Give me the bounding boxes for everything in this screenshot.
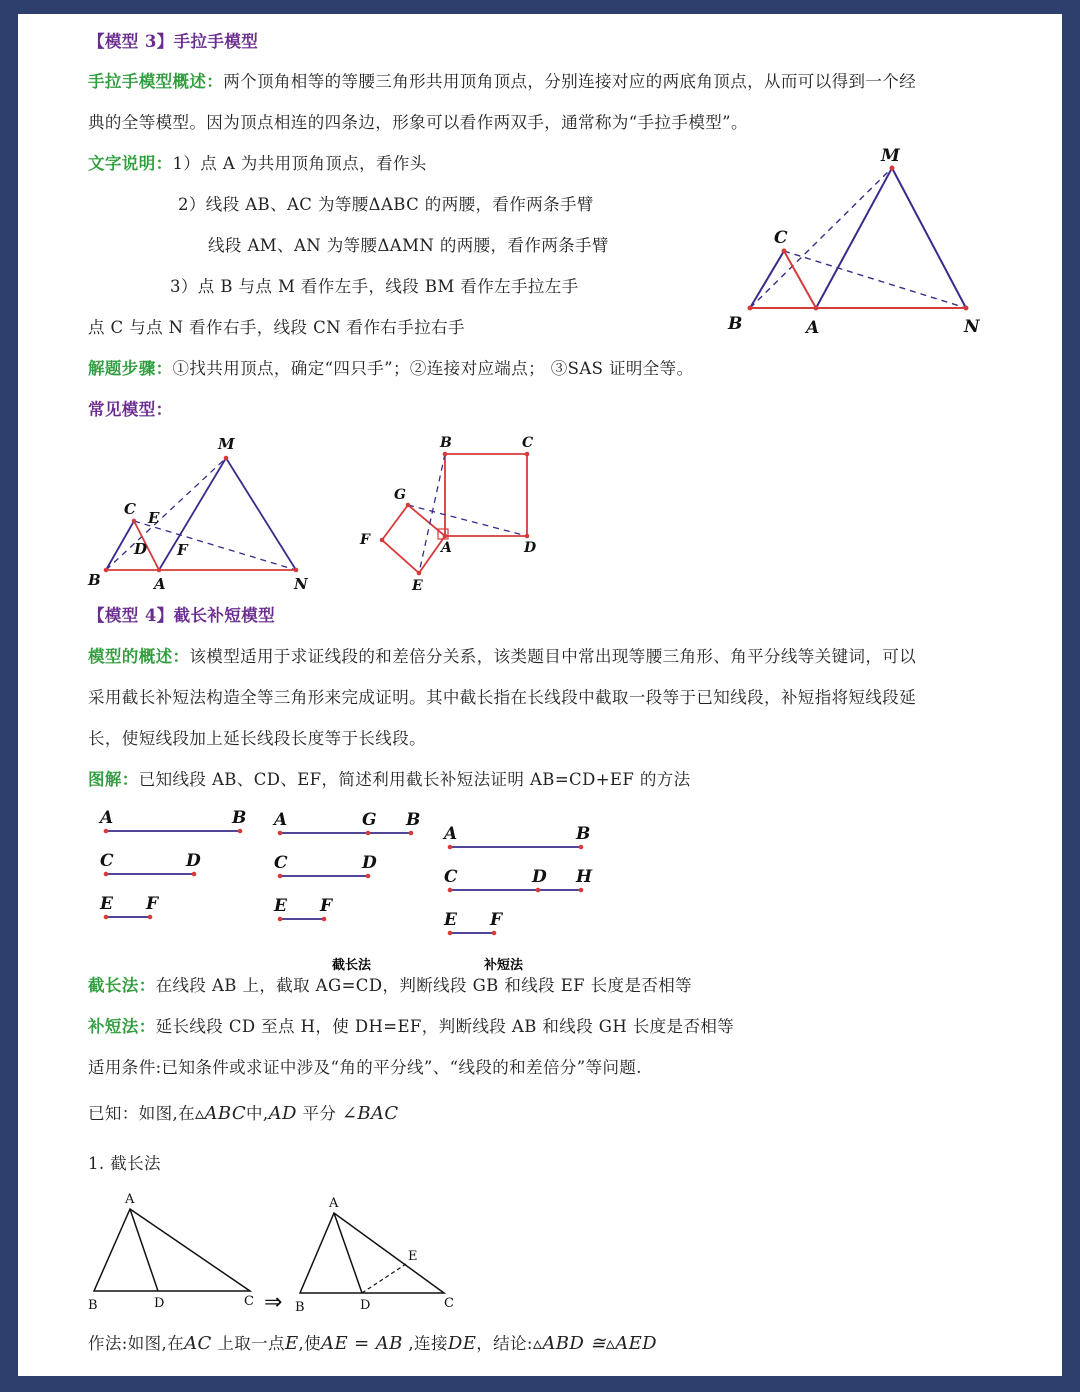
point-A xyxy=(278,831,283,836)
hand-in-hand-figure xyxy=(718,146,1008,339)
triangle-ABC-outline xyxy=(300,1213,444,1293)
segment-MN xyxy=(892,168,966,308)
model4-extend-label: 补短法： xyxy=(88,1017,156,1036)
label-D: D xyxy=(186,851,201,871)
point-H xyxy=(579,888,584,893)
model4-diagram-label: 图解： xyxy=(88,770,139,789)
label-M: M xyxy=(881,146,900,166)
model3-steps-label: 解题步骤： xyxy=(88,359,173,378)
label-D: D xyxy=(154,1296,165,1311)
construct-de: DE xyxy=(447,1333,477,1354)
triangle-abc xyxy=(88,1192,254,1313)
known-prefix: 已知：如图,在 xyxy=(88,1104,196,1123)
label-D: D xyxy=(524,540,537,556)
cut-method-triangles xyxy=(88,1189,488,1319)
point-C xyxy=(278,874,283,879)
common-model-squares-figure xyxy=(348,434,568,604)
point-A xyxy=(157,568,162,573)
label-A: A xyxy=(329,1196,339,1211)
known-bisect: 平分 xyxy=(302,1104,337,1123)
model3-text5: 点 C 与点 N 看作右手，线段 CN 看作右手拉右手 xyxy=(88,318,465,337)
label-B: B xyxy=(88,1298,98,1313)
model3-text3: 线段 AM、AN 为等腰ΔAMN 的两腰，看作两条手臂 xyxy=(208,236,609,255)
known-mid: 中, xyxy=(246,1104,269,1123)
model3-text2: 2）线段 AB、AC 为等腰ΔABC 的两腰，看作两条手臂 xyxy=(178,195,594,214)
model4-overview-text3: 长，使短线段加上延长线段长度等于长线段。 xyxy=(88,729,426,748)
model4-overview-label: 模型的概述： xyxy=(88,647,190,666)
model4-diagram-line xyxy=(88,770,691,790)
label-F: F xyxy=(490,910,503,930)
point-B xyxy=(748,306,753,311)
known-triangle: ▵ABC xyxy=(195,1103,247,1124)
model4-overview-text1: 该模型适用于求证线段的和差倍分关系，该类题目中常出现等腰三角形、角平分线等关键词，可以 xyxy=(189,647,917,666)
label-A: A xyxy=(100,808,114,828)
point-E xyxy=(104,915,109,920)
segments-original xyxy=(98,808,246,919)
caption-cut-method: 截长法 xyxy=(332,958,372,973)
model3-overview-label: 手拉手模型概述： xyxy=(88,72,224,91)
label-E: E xyxy=(412,578,423,594)
square-ABCD xyxy=(445,454,527,536)
caption-extend-method: 补短法 xyxy=(484,958,524,973)
point-N xyxy=(294,568,299,573)
label-H: H xyxy=(576,867,593,887)
model4-method1: 1. 截长法 xyxy=(88,1154,161,1173)
point-E xyxy=(417,571,422,576)
model4-applicable: 适用条件:已知条件或求证中涉及“角的平分线”、“线段的和差倍分”等问题. xyxy=(88,1058,642,1077)
point-B xyxy=(443,452,448,457)
label-C: C xyxy=(244,1294,254,1309)
model4-title: 【模型 4】截长补短模型 xyxy=(88,606,276,625)
model3-text1: 1）点 A 为共用顶角顶点，看作头 xyxy=(172,154,427,173)
segment-CN xyxy=(134,521,296,570)
segment-diagrams xyxy=(88,804,608,974)
point-G xyxy=(406,503,411,508)
label-E: E xyxy=(274,896,287,916)
point-B xyxy=(104,568,109,573)
model3-overview-line1 xyxy=(88,72,916,92)
label-N: N xyxy=(294,575,308,593)
point-B xyxy=(238,829,243,834)
model4-diagram-text: 已知线段 AB、CD、EF，简述利用截长补短法证明 AB=CD+EF 的方法 xyxy=(138,770,691,789)
point-D xyxy=(366,874,371,879)
point-A xyxy=(814,306,819,311)
label-E: E xyxy=(408,1249,418,1264)
label-B: B xyxy=(295,1300,305,1315)
segment-AD xyxy=(130,1209,158,1291)
model3-overview-text1: 两个顶角相等的等腰三角形共用顶角顶点，分别连接对应的两底角顶点，从而可以得到一个经 xyxy=(223,72,917,91)
point-M xyxy=(224,456,229,461)
point-F xyxy=(322,917,327,922)
known-angle: ∠BAC xyxy=(341,1103,399,1124)
segment-BC xyxy=(750,251,784,308)
construct-conclusion: ▵ABD ≅▵AED xyxy=(532,1333,658,1354)
construct-eq: AE = AB xyxy=(321,1333,403,1354)
segment-AM xyxy=(159,458,226,570)
label-G: G xyxy=(394,487,406,503)
label-C: C xyxy=(444,867,458,887)
model3-steps-text: ①找共用顶点，确定“四只手”；②连接对应端点； ③SAS 证明全等。 xyxy=(172,359,694,378)
point-F xyxy=(492,931,497,936)
label-B: B xyxy=(440,435,452,451)
label-B: B xyxy=(576,824,591,844)
point-D xyxy=(525,534,530,539)
model3-text-line1 xyxy=(88,154,427,174)
label-F: F xyxy=(320,896,333,916)
model4-extend-line xyxy=(88,1017,734,1037)
triangle-ABC-outline xyxy=(94,1209,250,1291)
point-E xyxy=(278,917,283,922)
label-D: D xyxy=(362,853,377,873)
triangle-abc-constructed xyxy=(295,1196,454,1315)
segment-DE xyxy=(362,1264,406,1293)
construct-ac: AC xyxy=(184,1333,212,1354)
label-F: F xyxy=(146,894,159,914)
model4-extend-text: 延长线段 CD 至点 H，使 DH=EF，判断线段 AB 和线段 GH 长度是否相等 xyxy=(155,1017,735,1036)
point-D xyxy=(536,888,541,893)
segments-cut-method xyxy=(272,810,420,973)
label-E: E xyxy=(100,894,113,914)
known-ad: AD xyxy=(268,1103,297,1124)
model4-overview-text2: 采用截长补短法构造全等三角形来完成证明。其中截长指在长线段中截取一段等于已知线段，补短指将短线段延 xyxy=(88,688,917,707)
segments-extend-method xyxy=(442,824,593,973)
construct-e: E xyxy=(284,1333,299,1354)
segment-AD xyxy=(334,1213,362,1293)
segment-BC xyxy=(106,521,134,570)
point-C xyxy=(132,519,137,524)
model4-cut-text: 在线段 AB 上，截取 AG=CD，判断线段 GB 和线段 EF 长度是否相等 xyxy=(155,976,693,995)
label-D: D xyxy=(134,540,148,558)
label-C: C xyxy=(274,853,288,873)
construct-prefix: 作法:如图,在 xyxy=(88,1334,185,1353)
point-B xyxy=(409,831,414,836)
label-C: C xyxy=(124,500,136,518)
construct-take: 上取一点 xyxy=(217,1334,285,1353)
point-N xyxy=(964,306,969,311)
point-C xyxy=(782,249,787,254)
label-A: A xyxy=(125,1192,135,1207)
point-C xyxy=(104,872,109,877)
label-B: B xyxy=(728,314,743,334)
label-F: F xyxy=(360,532,370,548)
point-B xyxy=(579,845,584,850)
label-B: B xyxy=(232,808,247,828)
point-A xyxy=(443,534,448,539)
segment-AM xyxy=(816,168,892,308)
segment-BM xyxy=(750,168,892,308)
square-AEFG xyxy=(382,505,445,573)
label-B: B xyxy=(406,810,421,830)
model4-cut-label: 截长法： xyxy=(88,976,156,995)
model4-cut-line xyxy=(88,976,692,996)
label-F: F xyxy=(177,541,188,559)
model4-construct-line xyxy=(88,1334,657,1354)
label-G: G xyxy=(362,810,377,830)
label-D: D xyxy=(360,1298,371,1313)
document-page xyxy=(18,14,1062,1376)
point-A xyxy=(104,829,109,834)
model3-common-label: 常见模型： xyxy=(88,400,173,419)
point-C xyxy=(448,888,453,893)
construct-comma: ,使 xyxy=(298,1334,322,1353)
model4-overview-line1 xyxy=(88,647,916,667)
model3-text4: 3）点 B 与点 M 看作左手，线段 BM 看作左手拉左手 xyxy=(170,277,579,296)
point-E xyxy=(448,931,453,936)
label-N: N xyxy=(964,317,980,337)
label-C: C xyxy=(774,228,788,248)
label-A: A xyxy=(274,810,288,830)
point-F xyxy=(148,915,153,920)
point-G xyxy=(366,831,371,836)
label-D: D xyxy=(532,867,547,887)
point-C xyxy=(525,452,530,457)
label-C: C xyxy=(100,851,114,871)
construct-join: ,连接 xyxy=(408,1334,448,1353)
model4-known-line xyxy=(88,1104,399,1124)
segment-MN xyxy=(226,458,296,570)
common-model-triangle-figure xyxy=(78,434,338,599)
label-M: M xyxy=(218,435,235,453)
label-E: E xyxy=(148,509,160,527)
label-C: C xyxy=(522,435,534,451)
model3-text-label: 文字说明： xyxy=(88,154,173,173)
label-A: A xyxy=(441,540,452,556)
label-A: A xyxy=(154,575,166,593)
label-E: E xyxy=(444,910,457,930)
model3-title: 【模型 3】手拉手模型 xyxy=(88,32,259,51)
point-D xyxy=(192,872,197,877)
model3-overview-text2: 典的全等模型。因为顶点相连的四条边，形象可以看作两双手，通常称为“手拉手模型”。 xyxy=(88,113,748,132)
construct-conclusion-label: ，结论: xyxy=(476,1334,533,1353)
implies-arrow: ⇒ xyxy=(264,1290,283,1315)
label-C: C xyxy=(444,1296,454,1311)
point-F xyxy=(380,538,385,543)
label-A: A xyxy=(444,824,458,844)
point-A xyxy=(448,845,453,850)
point-M xyxy=(890,166,895,171)
label-A: A xyxy=(806,318,820,338)
model3-steps-line xyxy=(88,359,693,379)
label-B: B xyxy=(88,571,101,589)
